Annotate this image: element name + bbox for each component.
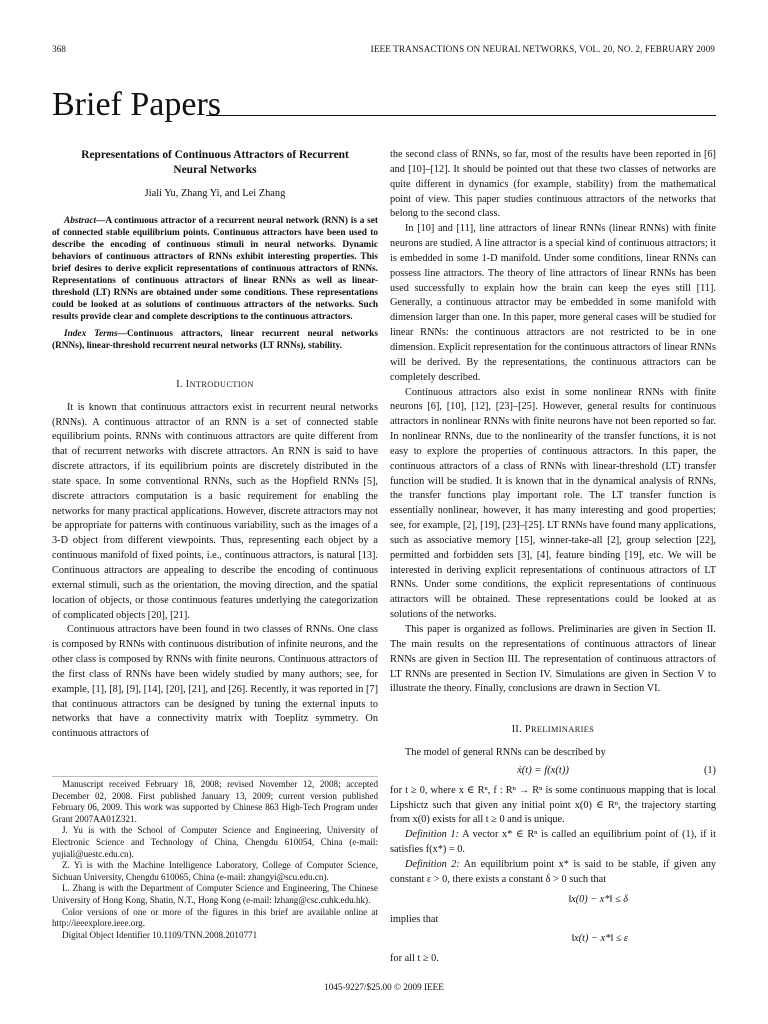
abstract-text: A continuous attractor of a recurrent neural network (RNN) is a set of connected stable equilibrium points. Continuous attractors have been used to describe the encoding of continuous stimuli in neural networks. Dynamic behaviors of continuous attractors of RNNs exhibit interesting properties. This brief desires to derive explicit representations of continuous attractors of RNNs. Representations of continuous attractors of linear RNNs as well as linear-threshold (LT) RNNs are obtained under some conditions. These representations could be looked at as solutions of continuous attractors of the networks. Such results provide clear and complete descriptions to the continuous attractors. <box>52 215 378 322</box>
paper-title: Representations of Continuous Attractors of Recurrent Neural Networks <box>81 149 349 176</box>
page-number: 368 <box>52 44 67 54</box>
implies-text: implies that <box>390 913 439 925</box>
title-rule <box>206 115 716 116</box>
footnote: L. Zhang is with the Department of Computer Science and Engineering, The Chinese University of Hong Kong, Shatin, N.T., Hong Kong (e-mail: lzhang@csc.cuhk.edu.hk). <box>52 883 378 905</box>
body-paragraph: This paper is organized as follows. Preliminaries are given in Section II. The main results on the representations of continuous attractors of linear RNNs are given in Section III. The representation of continuous attractors of LT RNNs are presented in Section IV. Simulations are given in Section V to illustrate the theory. Finally, conclusions are drawn in Section VI. <box>390 624 716 695</box>
index-terms <box>52 328 378 352</box>
equation-3: ‖x(t) − x*‖ ≤ ε <box>571 933 628 945</box>
definition-2: Definition 2: An equilibrium point x* is said to be stable, if given any constant ε > 0, there exists a constant δ > 0 such that <box>390 858 716 885</box>
body-paragraph: Continuous attractors have been found in two classes of RNNs. One class is composed by RNNs with continuous distribution of infinite neurons, and the other class is composed by RNNs with finite neurons. Continuous attractors of the first class of RNNs have been widely studied by many authors; see, for example, [1], [8], [9], [14], [20], [21], and [26]. Recently, it was reported in [7] that continuous attractors can be designed by tuning the external inputs to networks that have a connectivity matrix with Toeplitz symmetry. On continuous attractors of <box>52 624 378 740</box>
journal-header: IEEE TRANSACTIONS ON NEURAL NETWORKS, VOL. 20, NO. 2, FEBRUARY 2009 <box>370 44 715 54</box>
copyright-footer: 1045-9227/$25.00 © 2009 IEEE <box>324 982 444 992</box>
body-paragraph: the second class of RNNs, so far, most of the results have been reported in [6] and [10]–[12]. It should be pointed out that these two classes of networks are quite different in dynamics (for example, stability) from the mathematical point of view. This paper studies continuous attractors of the networks that belong to the second class. <box>390 149 716 220</box>
definition-2-label: Definition 2: <box>405 858 460 870</box>
body-paragraph: Continuous attractors also exist in some nonlinear RNNs with finite neurons [6], [10], [12], [23]–[25]. However, general results for continuous attractors in nonlinear RNNs with finite neurons have not been reported so far. In nonlinear RNNs, due to the nonlinearity of the transfer functions, it is not easy to explore the properties of continuous attractors. In this paper, the continuous attractors of a class of RNNs with linear-threshold (LT) transfer function will be studied. It is known that in the dynamical analysis of RNNs, the transfer functions play important role. The LT transfer function is essentially nonlinear, however, it has many interesting and good properties; see, for example, [2], [19], [23]–[25]. LT RNNs have found many applications, such as associative memory [15], winner-take-all [2], group selection [22], permitted and forbidden sets [3], [4], feature binding [19], etc. We will be interested in deriving explicit representations of continuous attractors of LT RNNs. Under some conditions, the explicit representations of continuous attractors will be obtained. These representations could be looked at as solutions of the networks. <box>390 386 716 621</box>
footnote: Manuscript received February 18, 2008; revised November 12, 2008; accepted December 02, 2008. First published January 13, 2009; current version published February 06, 2009. This work was supported by Chinese 863 High-Tech Program under Grant 2007AA01Z321. <box>52 779 378 824</box>
equation-1-number: (1) <box>703 764 716 776</box>
body-paragraph: In [10] and [11], line attractors of linear RNNs (linear RNNs) with finite neurons are studied. A line attractor is a special kind of continuous attractors; it is embedded in some 1-D manifold. Under some conditions, linear RNNs can possess line attractors. The theory of line attractors of linear RNNs has been used successfully to explain how the brain can keep the eyes still [11]. Generally, a continuous attractor may be embedded in some manifold with dimension larger than one. In this paper, more general cases will be studied for linear RNNs: the continuous attractors are not restricted to be in one dimension. Explicit representation for the continuous attractors of linear RNNs will be derived. By the representations, the continuous attractors can be completely described. <box>390 223 716 383</box>
abstract <box>52 215 378 323</box>
abstract-label: Abstract— <box>64 215 106 226</box>
footnotes <box>52 776 378 941</box>
body-paragraph: It is known that continuous attractors exist in recurrent neural networks (RNNs). A continuous attractor of an RNN is a set of connected stable equilibrium points. RNNs with continuous attractors are quite different from that of recurrent networks with discrete attractors. An RNN is said to have discrete attractors, if its equilibrium points are discretely distributed in the state space. In some conventional RNNs, such as the Hopfield RNNs [5], discrete attractors computation is a basic requirement for enabling the networks for many practical applications. However, discrete attractors may not be appropriate for patterns with continuous variability, such as the images of a 3-D object from different viewpoints. Thus, representing each object by a continuous manifold of fixed points, i.e., continuous attractors, is natural [13]. Continuous attractors are appealing to describe the encoding of continuous external stimuli, such as the orientation, the moving direction, and the spatial location of objects, or those continuous features underlying the categorization of complicated objects [20], [21]. <box>52 401 378 621</box>
definition-1: Definition 1: A vector x* ∈ Rⁿ is called an equilibrium point of (1), if it satisfies f(x*) = 0. <box>390 829 716 856</box>
left-column <box>52 148 378 742</box>
body-paragraph: The model of general RNNs can be described by <box>405 747 606 759</box>
introduction-heading: I. INTRODUCTION <box>176 378 254 390</box>
footnote-doi: Digital Object Identifier 10.1109/TNN.2008.2010771 <box>62 929 258 940</box>
paper-authors: Jiali Yu, Zhang Yi, and Lei Zhang <box>144 188 286 199</box>
footnote: J. Yu is with the School of Computer Science and Engineering, University of Electronic Science and Technology of China, Chengdu 610054, China (e-mail: yujiali@uestc.edu.cn). <box>52 825 378 859</box>
definition-1-label: Definition 1: <box>405 829 460 841</box>
index-terms-text: Continuous attractors, linear recurrent neural networks (RNNs), linear-threshold recurrent neural networks (LT RNNs), stability. <box>52 328 378 351</box>
footnote: Color versions of one or more of the figures in this brief are available online at http://ieeexplore.ieee.org. <box>52 906 378 929</box>
right-column <box>390 148 716 967</box>
index-terms-label: Index Terms— <box>64 328 127 339</box>
preliminaries-heading: II. PRELIMINARIES <box>511 724 595 736</box>
equation-1-expression: ẋ(t) = f(x(t)) <box>517 764 569 776</box>
equation-2: ‖x(0) − x*‖ ≤ δ <box>568 893 628 905</box>
body-paragraph: for t ≥ 0, where x ∈ Rⁿ, f : Rⁿ → Rⁿ is some continuous mapping that is local Lipshictz such that given any initial point x(0) ∈ Rⁿ, the trajectory starting from x(0) exists for all t ≥ 0 and is unique. <box>390 784 716 826</box>
equation-1 <box>390 764 716 779</box>
section-title: Brief Papers <box>52 86 222 123</box>
for-all-text: for all t ≥ 0. <box>390 953 439 965</box>
footnote: Z. Yi is with the Machine Intelligence Laboratory, College of Computer Science, Sichuan University, Chengdu 610065, China (e-mail: zhangyi@scu.edu.cn). <box>52 860 378 882</box>
